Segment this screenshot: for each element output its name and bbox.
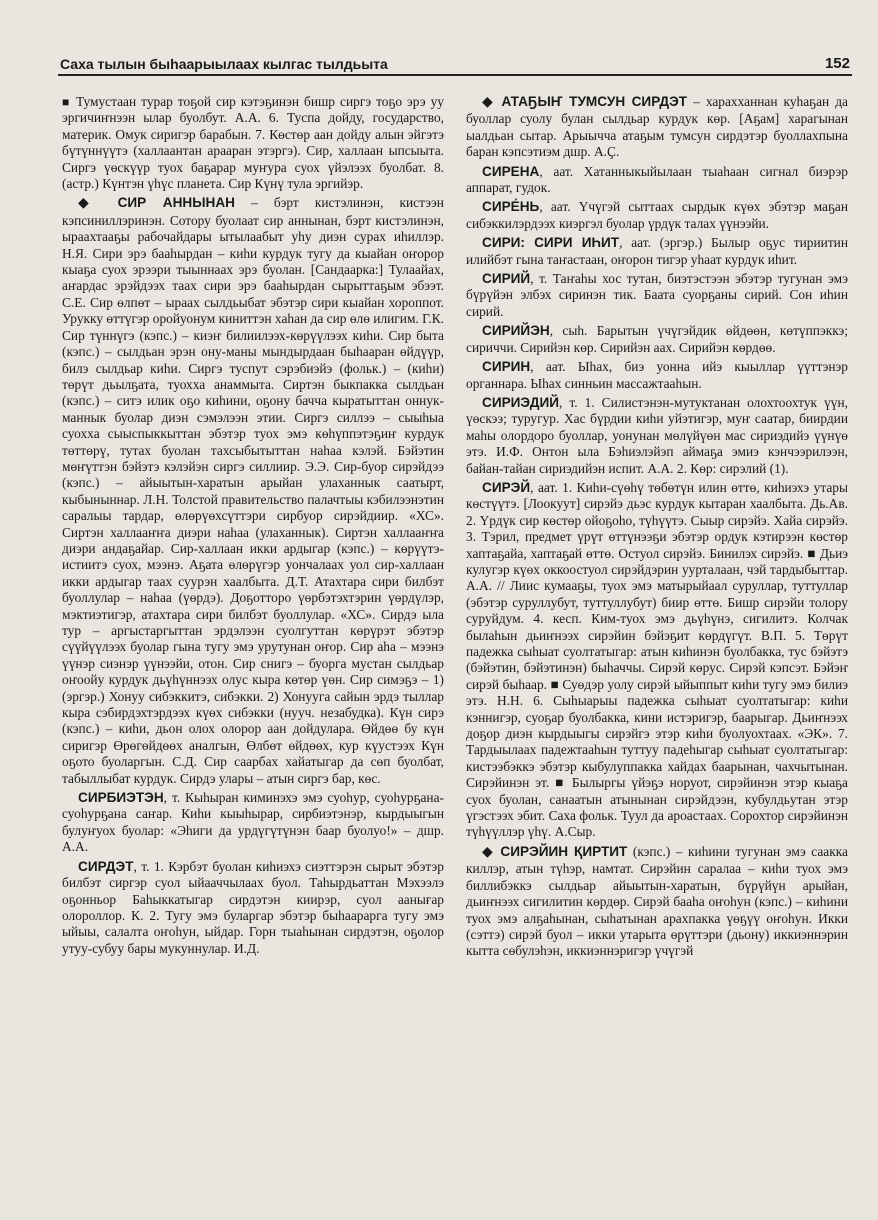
right-column — [466, 94, 848, 963]
headword: СИРЭЙ — [482, 479, 531, 495]
entry-text: , аат. Ыһах, биэ уонна ийэ кыыллар үүттэнэр органнара. Ыһах синньин массажтааһын. — [466, 359, 848, 391]
entry-paragraph — [62, 859, 444, 957]
entry-paragraph — [466, 844, 848, 960]
headword: СИРИЙ — [482, 271, 531, 287]
entry-text: , т. Таҥаһы хос тутан, биэтэстээн эбэтэр тугунан эмэ бүрүйэн элбэх сиринэн тик. Баата суорҕаны сирий. Сон иһин сирий. — [466, 271, 848, 319]
entry-paragraph — [466, 359, 848, 392]
headword: СИР АННЫНАН — [117, 195, 235, 211]
entry-text: , аат. 1. Киһи-сүөһү төбөтүн илин өттө, киһиэхэ утары көстүүтэ. [Лоокуут] сирэйэ дьэс курдук кытаран хаалбыта. Дь.Ав. 2. Үрдүк сир көстөр ойоҕоһо, түһүүтэ. Сыыр сирэйэ. Хайа сирэйэ. 3. Тэрил, предмет үрүт өттүнээҕи эбэтэр ордук кэтирээн көстөр хаптаҕайа, хаптаҕай өттө. Остуол сирэйэ. Бинилэх сирэйэ. ■ Дьиэ кулугэр күөх оккоостуол сирэйдэрин уурталаан, чэй тардыбыттар. А.А. // Лиис кумааҕы, туох эмэ матырыйаал суруллар, туттуллар (эбэтэр суруллубут, туттуллубут) биир өттө. Бишр сирэйи толору суруйдум. 4. кесп. Ким-туох эмэ дьүһүнэ, сигилитэ. Колчак былаһын дьиҥнээх сирэйин бэйэҕит көрдүгүт. В.П. 5. Төрүт падежка сыһыат суолтатыгар: атын киһинэн буолбакка, тус бэйэтэ (бэйэтин, бэйэтинэн) быһаччы. Сирэй көрус. Сирэй кэпсэт. Бэйэҥ сирэй быһаар. ■ Суөдэр уолу сирэй ыйыппыт киһи тугу эмэ билиэ этэ. Н.Н. 6. Сыһыарыы падежка сыһыат суолтатыгар: киһи кэннигэр, суоҕар буолбакка, кини истэригэр, баарыгар. Дьиҥнээх доҕор диэн кырдыыгы сирэйгэ этэр киһи буолуохтаах. «ЭК». 7. Тардыылаах падежтааһын туттуу падеһыгар сыһыат суолтатыгар: кистээбэккэ эбэтэр кыбулуппакка хайдах баарынан, чахчытынан. Сирэйинэн эт. ■ Былыргы үйэҕэ норуот, сирэйинэн этэр кыаҕа суох буолан, санаатын атынынан сирэйдээн, кубулдьутан этэр үгэстээх эбит. Саха фольк. Туул да ароастаах. Сорохтор сирэйинэн түһүүллэр үһү. А.Сыр. — [466, 479, 848, 840]
square-marker-icon: ■ — [62, 95, 71, 109]
entry-paragraph — [466, 395, 848, 477]
entry-paragraph — [62, 195, 444, 787]
headword: АТАҔЫҤ ТУМСУН СИРДЭТ — [501, 94, 688, 109]
headword: СИРБИЭТЭН — [78, 790, 164, 806]
diamond-marker-icon: ◆ — [482, 844, 495, 860]
entry-text: , аат. (эргэр.) Былыр оҕус тириитин илийбэт гына таҥастаан, оҥорон тигэр уһаат курдук иһит. — [466, 235, 849, 267]
entry-text: , аат. Хатанныкыйылаан тыаһаан сигнал биэрэр аппарат, гудок. — [466, 163, 848, 196]
headword: СИРИН — [482, 359, 531, 375]
entry-paragraph — [62, 94, 444, 192]
diamond-marker-icon: ◆ — [78, 196, 102, 212]
entry-text: , аат. Үчүгэй сыттаах сырдык күөх эбэтэр маҕан сибэккилэрдээх киэргэл буолар үрдүк талах үүнээйи. — [466, 199, 848, 231]
headword: СИРИЭДИЙ — [482, 394, 559, 410]
entry-text: , т. Кыһыран киминэхэ эмэ суоһур, суоһурҕана-суоһурҕана саҥар. Киһи кыыһырар, сирбиэтэнэр, кырдыыгын булуҥуох буолар: «Эһиги да урдүгүтүнэн баар буолуо!» – дшр. А.А. — [62, 790, 444, 855]
diamond-marker-icon: ◆ — [482, 95, 496, 110]
entry-paragraph — [466, 235, 848, 268]
entry-paragraph — [466, 94, 848, 161]
entry-paragraph — [466, 480, 848, 841]
entry-paragraph — [466, 271, 848, 320]
page-number: 152 — [824, 55, 850, 72]
headword: СИРИ: СИРИ ИҺИТ — [482, 235, 620, 251]
entry-text: Тумустаан турар тоҕой сир кэтэҕинэн бишр сиргэ тоҕо эрэ уу эргичиҥнээн ылар буолбут. А.А. 6. Туспа дойду, государство, материк. Омук сиригэр барабын. 7. Көстөр аан дойду алын эйгэтэ бүтүннүүтэ (халлаантан арааран этэргэ). Сир, халлаан ыпсыыта. Сиргэ үөскүүр туох баҕарар муҥура суох үйэлээх буолбат. 8. (астр.) Күнтэн үһүс планета. Сир Күнү тула эргийэр. — [62, 94, 444, 192]
entry-text: , т. 1. Силистэнэн-мутуктанан олохтоохтук үүн, үөскээ; туругур. Хас бүрдии киһи уйэтигэр, муҥ саатар, биирдии маһы олордоро буоллар, уонунан мөлүйүөн мас сириэдийэ үүнүө этэ. И.Ф. Онтон ыла Бэһиэлэйэп аймаҕа эмиэ кэнчээрилээн, байан-тайан сириэдийэн испит. А.А. 2. Көр: сирэлий (1). — [466, 394, 848, 476]
entry-paragraph — [466, 164, 848, 197]
dictionary-title: Саха тылын быһаарыылаах кылгас тылдьыта — [60, 56, 388, 72]
headword: СИРЭЙИН ҚИРТИТ — [500, 843, 628, 859]
headword: СИРЕНА — [482, 163, 540, 179]
entry-text: , сыһ. Барытын үчүгэйдик өйдөөн, көтүппэккэ; сириччи. Сирийэн көр. Сирийэн аах. Сирийэн көрдөө. — [466, 323, 848, 355]
entry-paragraph — [466, 199, 848, 232]
entry-text: (кэпс.) – киһини тугунан эмэ саакка киллэр, атын түһэр, намтат. Сирэйин саралаа – киһи туох эмэ биллибэккэ сылдьар айыытын-харатын, бүрүйүн арыйан, дьиҥнээх сигилитин көрдөр. Сирэй бааһа оҥоһун (кэпс.) – киһини туох эмэ алҕаһынан, сыһатынан арахпакка үөҕүү оҥоһун. Икки (сэттэ) сирэй буол – икки утарыта өрүттэри (дьону) иккиэннэрин кытта сөбулэһэн, иккиэннэригэр үчүгэй — [466, 843, 848, 959]
headword: СИРДЭТ — [78, 858, 134, 874]
headword: СИРЕ́НЬ — [482, 199, 540, 215]
entry-text: , т. 1. Кэрбэт буолан киһиэхэ сиэттэрэн сырыт эбэтэр билбэт сиргэр суол ыйааччылаах буол. Таһырдьаттан Мэхээлэ оҕонньор Баһыккатыгар сирдэтэн киирэр, суол аанығар олороллор. К. 2. Тугу эмэ буларгар эбэтэр быһаарарга тугу эмэ ыйыы, салалта оҥоһун, ыйдар. Горн тыаһынан сирдэтэн, оҕолор утуу-субуу бары мукуннулар. И.Д. — [62, 858, 444, 956]
running-header — [60, 48, 850, 72]
entry-text: – бэрт кистэлинэн, кистээн кэпсиниллэринэн. Сотору буолаат сир аннынан, бэрт кистэлинэн, ыраахтааҕы рабочайдары ытылаабыт уһу диэн сурах иһиллэр. Н.Я. Сири эрэ бааһырдан – киһи курдук тугу да кыайан оҥорор кыаҕа суох эрээри тыыннаах эрэ буолан. [Сандаарка:] Тулаайах, аҥардас эрэйдээх таах сири эрэ бааһырдан сырыттаҕым эбээт. С.Е. Сир өлпөт – ыраах сылдьыбат эбэтэр сири кыайан хороппот. Урукку өттүгэр оройуонум киниттэн хаһан да сир өлө илигим. Г.К. Сир түннүгэ (кэпс.) – киэҥ билиилээх-көрүүлээх киһи. Сир быта (кэпс.) – сылдьан эрэн ону-маны мындырдаан быһааран өйдүүр, билэ сылдьар киһи. Сиргэ туспут сэрэбиэйэ (фольк.) – (киһи) төрүт дьылҕата, туохха анаммыта. Сиртэн быкпакка сылдьан (кэпс.) – ситэ илик оҕо киһини, оҕону бачча кыратыттан оннук-маннык буолар диэн сэмэлээн этии. Сиргэ силлээ – сыыһыа суохха сыыспыккыттан эбэтэр туох эмэ көһүппэтэҕиҥ курдук төттөрү, тутах буолан тахсыбытыттан наһаа кэлэй. Бэйэтин мөҥүттэн бэйэтэ кэлэйэн сиргэ силлиир. Э.Э. Сир-буор сирэйдээ (кэпс.) – айыытын-харатын арыйан улаханнык саатырт, кыбыныннар. Л.Н. Толстой правительство палачтыы кэбилээнэтин саралыы тардар, өлөрүөхсүттэри сирбуор сирэйдиир. «ХС». Сиртэн халлааҥҥа диэри наһаа (улаханнык). Сиртэн халлааҥҥа диэри андаҕайар. Сир-халлаан икки ардыгар (кэпс.) – көрүүтэ-истиитэ суох, мээнэ. Аҕата өлөрүгэр уончалаах уол сир-халлаан икки ардыгар таах суурэн хаалбыта. Д.Т. Атахтара сири билбэт буоллулар – наһаа (үөрдэ). Доҕотторо үөрбэтэхтэрин үөрдүлэр, мэктиэтигэр, атахтара сири билбэт буоллулар. «ХС». Сирдэ ыла тур – аргыстаргыттан эрдэлээн суолгуттан көрүрэт эбэтэр сүүйүүлээх буолар гына тугу эмэ урутунан оҥор. Сир аһа – мээнэ үүнэр сиэнэр үүнээйи, отон. Сир снигэ – буорга мустан сылдьар оҥоойу курдук дьүһүннээх олус кыра көтөр үөн. Сир симэҕэ – 1) (эргэр.) Хонуу сибэккитэ, сибэкки. 2) Хонууга сайын эрдэ тыллар кыра сэбирдэхтэрдээх күөх сибэкки (нууч. незабудка). Күн сирэ (кэпс.) – киһи, дьон олох олорор аан дойдулара. Өйдөө бу күн сиригэр Өрөгөйдөөх аналгын, Өлбөт өйдөөх, кур күустээх Күн оҕото буоларгын. С.Д. Сир саарбах хайатыгар да сөп буолбат, табыллыбат курдук. Сирдэ улары – атын сиргэ бар, көс. — [62, 195, 444, 786]
headword: СИРИЙЭН — [482, 323, 550, 339]
left-column — [62, 94, 444, 960]
entry-paragraph — [466, 323, 848, 356]
entry-paragraph — [62, 790, 444, 856]
entry-text: – харахханнан куһаҕан да буоллар суолу булан сылдьар курдук көр. [Аҕам] харагынан ыалдьан сытар. Арыычча атаҕым тумсун сирдэтэр буоллахпына баран кэпсэтиэм дшр. А.Ҫ. — [466, 94, 848, 160]
header-rule — [58, 74, 852, 76]
